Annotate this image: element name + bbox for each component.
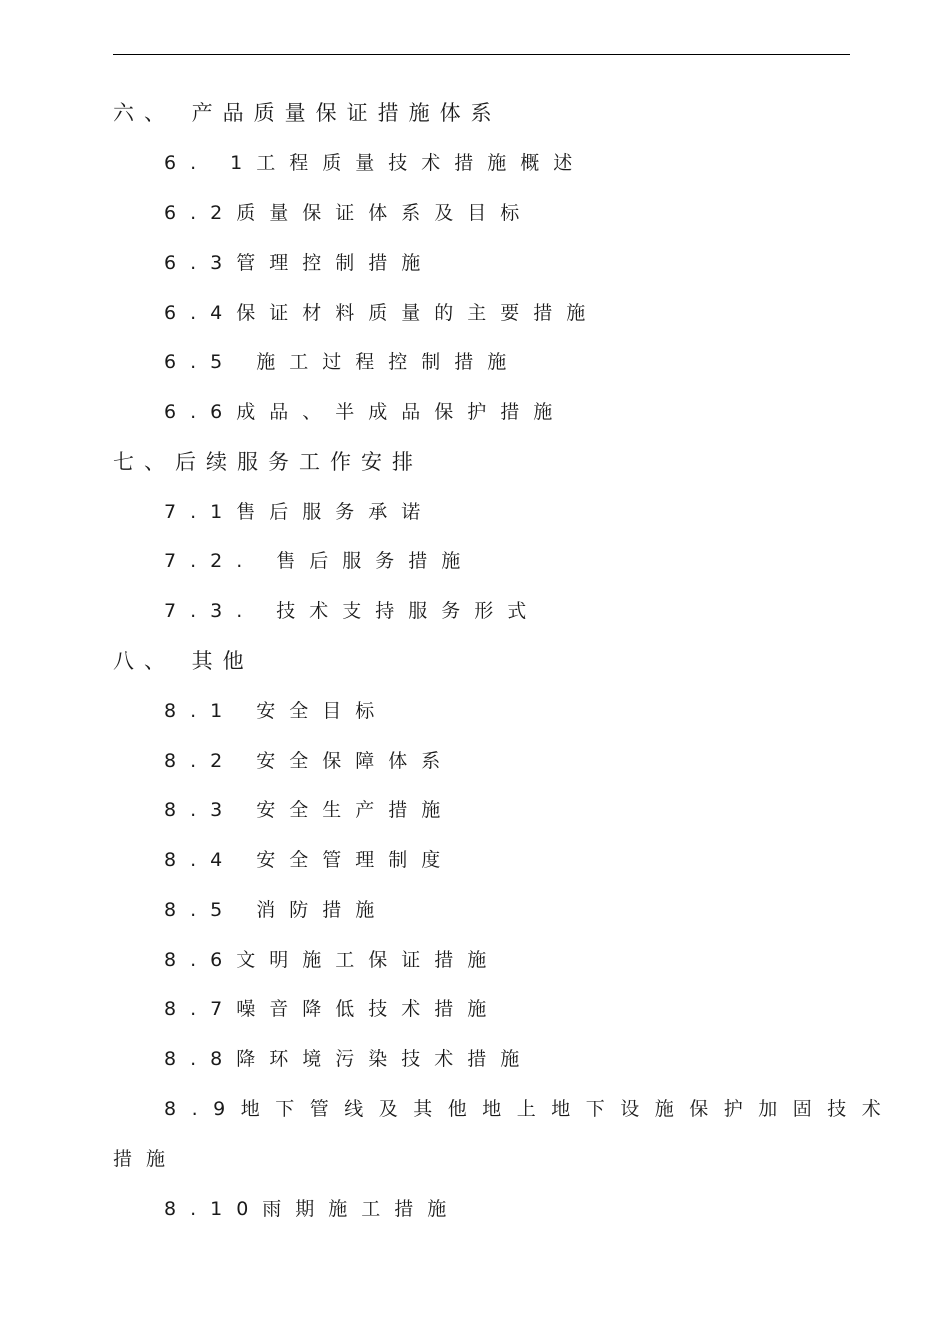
toc-item-8-3: 8.3 安全生产措施 — [164, 799, 455, 821]
toc-item-8-9: 8.9地下管线及其他地上地下设施保护加固技术 — [164, 1098, 897, 1120]
toc-item-6-4: 6.4保证材料质量的主要措施 — [164, 302, 600, 324]
toc-item-8-6: 8.6文明施工保证措施 — [164, 949, 501, 971]
toc-item-8-1: 8.1 安全目标 — [164, 700, 389, 722]
toc-item-8-8: 8.8降环境污染技术措施 — [164, 1048, 534, 1070]
toc-item-8-5: 8.5 消防措施 — [164, 899, 389, 921]
toc-item-8-2: 8.2 安全保障体系 — [164, 750, 455, 772]
toc-item-8-7: 8.7噪音降低技术措施 — [164, 998, 501, 1020]
toc-item-7-1: 7.1售后服务承诺 — [164, 501, 435, 523]
toc-item-6-3: 6.3管理控制措施 — [164, 252, 435, 274]
section-8-heading: 八、 其他 — [113, 649, 254, 673]
toc-item-6-2: 6.2质量保证体系及目标 — [164, 202, 534, 224]
section-7-heading: 七、后续服务工作安排 — [113, 450, 423, 474]
toc-item-7-2: 7.2. 售后服务措施 — [164, 550, 475, 572]
toc-item-8-4: 8.4 安全管理制度 — [164, 849, 455, 871]
toc-item-8-9-continued: 措施 — [113, 1148, 180, 1170]
toc-item-6-5: 6.5 施工过程控制措施 — [164, 351, 521, 373]
toc-item-7-3: 7.3. 技术支持服务形式 — [164, 600, 541, 622]
toc-item-6-6: 6.6成品、半成品保护措施 — [164, 401, 567, 423]
header-rule — [113, 54, 850, 55]
toc-item-8-10: 8.10雨期施工措施 — [164, 1198, 461, 1220]
toc-item-6-1: 6. 1工程质量技术措施概述 — [164, 152, 587, 174]
section-6-heading: 六、 产品质量保证措施体系 — [113, 101, 502, 125]
